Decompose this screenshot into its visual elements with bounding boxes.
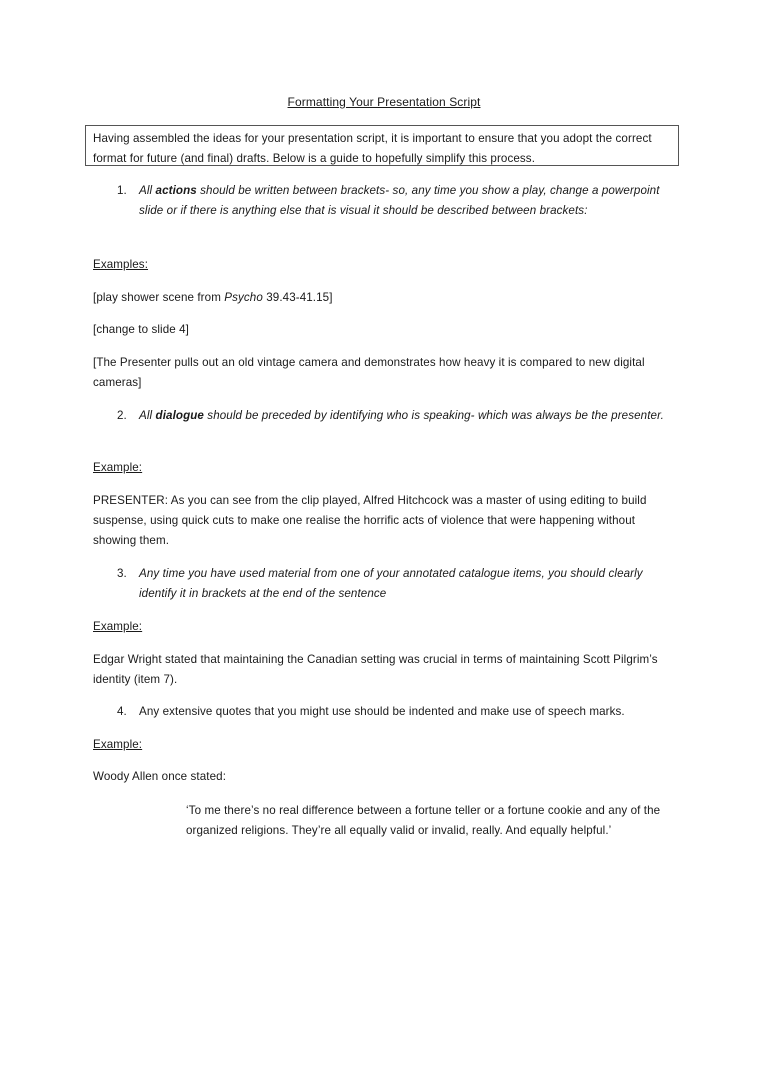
quote-intro: Woody Allen once stated: bbox=[93, 770, 227, 783]
list-text-post: should be written between brackets- so, any time you show a play, change a powerpoint slide or if there is anything else that is visual it should be described between brackets: bbox=[139, 184, 660, 217]
list-text: Any extensive quotes that you might use should be indented and make use of speech marks. bbox=[139, 705, 625, 718]
example-heading-citation: Example: bbox=[93, 620, 143, 633]
list-number: 2. bbox=[117, 409, 127, 422]
list-item-dialogue bbox=[117, 406, 677, 426]
list-text bbox=[139, 406, 677, 426]
list-text-bold: dialogue bbox=[155, 409, 204, 422]
example-play-post: 39.43-41.15] bbox=[262, 291, 333, 304]
example-slide: [change to slide 4] bbox=[93, 323, 190, 336]
example-citation: Edgar Wright stated that maintaining the Canadian setting was crucial in terms of maintaining Scott Pilgrim’s identity (item 7). bbox=[93, 653, 658, 686]
list-text-bold: actions bbox=[155, 184, 197, 197]
example-play-pre: [play shower scene from bbox=[93, 291, 225, 304]
example-heading-quote: Example: bbox=[93, 738, 143, 751]
list-item-quotes bbox=[117, 702, 677, 722]
intro-box: Having assembled the ideas for your presentation script, it is important to ensure that you adopt the correct format for future (and final) drafts. Below is a guide to hopefully simplify this process. bbox=[85, 125, 679, 166]
example-dialogue: PRESENTER: As you can see from the clip played, Alfred Hitchcock was a master of using editing to build suspense, using quick cuts to make one realise the horrific acts of violence that were happening without showing them. bbox=[93, 494, 647, 547]
list-text-pre: All bbox=[139, 184, 156, 197]
document-title: Formatting Your Presentation Script bbox=[287, 95, 481, 109]
list-text-pre: All bbox=[139, 409, 156, 422]
list-text: Any time you have used material from one of your annotated catalogue items, you should clearly identify it in brackets at the end of the sentence bbox=[139, 567, 643, 600]
list-number: 4. bbox=[117, 705, 127, 718]
list-number: 3. bbox=[117, 567, 127, 580]
list-number: 1. bbox=[117, 184, 127, 197]
indented-quote: ‘To me there’s no real difference between a fortune teller or a fortune cookie and any of the organized religions. They’re all equally valid or invalid, really. And equally helpful.’ bbox=[186, 804, 661, 837]
list-text-post: should be preceded by identifying who is speaking- which was always be the presenter. bbox=[203, 409, 664, 422]
example-heading-dialogue: Example: bbox=[93, 461, 143, 474]
examples-heading: Examples: bbox=[93, 258, 149, 271]
list-item-citation bbox=[117, 564, 677, 604]
example-presenter-action: [The Presenter pulls out an old vintage camera and demonstrates how heavy it is compared to new digital cameras] bbox=[93, 356, 645, 389]
list-item-actions bbox=[117, 181, 677, 221]
list-text bbox=[139, 181, 677, 221]
example-play bbox=[93, 288, 678, 308]
example-play-title: Psycho bbox=[224, 291, 263, 304]
